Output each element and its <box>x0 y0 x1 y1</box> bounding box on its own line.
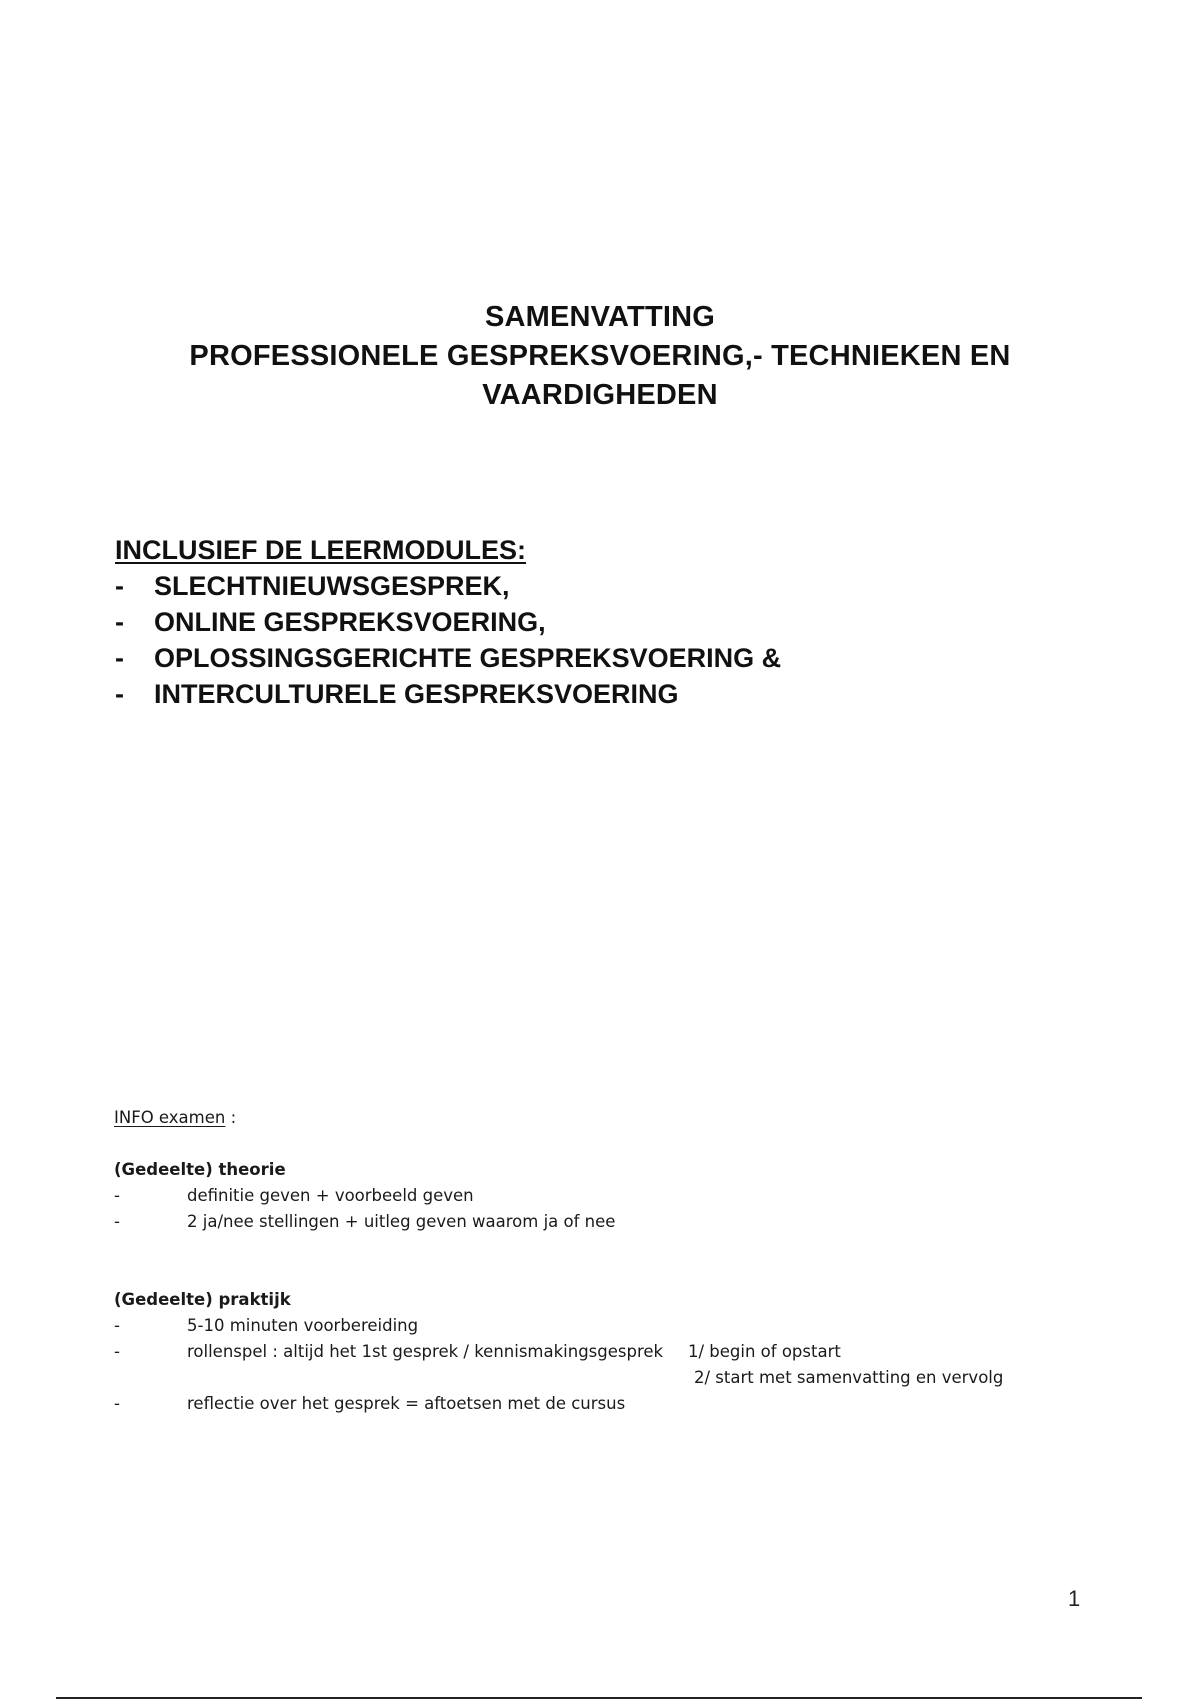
module-label: ONLINE GESPREKSVOERING, <box>154 607 546 637</box>
title-line-1: SAMENVATTING <box>484 301 716 333</box>
bullet-dash: - <box>115 643 124 673</box>
bullet-dash: - <box>115 679 124 709</box>
list-item <box>114 1313 1114 1339</box>
practice-item-text: reflectie over het gesprek = aftoetsen met de cursus <box>187 1394 626 1413</box>
module-item <box>115 568 781 604</box>
bullet-dash: - <box>114 1394 120 1413</box>
spacer <box>114 1235 1114 1287</box>
list-item <box>114 1339 1114 1365</box>
theory-item-text: 2 ja/nee stellingen + uitleg geven waarom ja of nee <box>187 1212 616 1231</box>
exam-info-section <box>114 1105 1114 1417</box>
exam-info-link[interactable]: INFO examen <box>114 1108 226 1127</box>
title-line-2: PROFESSIONELE GESPREKSVOERING,- TECHNIEKEN EN <box>189 340 1011 372</box>
bullet-dash: - <box>114 1186 120 1205</box>
footer-divider <box>56 1697 1142 1699</box>
exam-info-heading-suffix: : <box>225 1108 237 1127</box>
theory-title: (Gedeelte) theorie <box>114 1160 286 1179</box>
practice-item-text: 5-10 minuten voorbereiding <box>187 1316 419 1335</box>
module-item <box>115 640 781 676</box>
module-label: OPLOSSINGSGERICHTE GESPREKSVOERING & <box>154 643 782 673</box>
page-number: 1 <box>1068 1586 1081 1611</box>
modules-heading: INCLUSIEF DE LEERMODULES: <box>115 535 527 565</box>
bullet-dash: - <box>115 607 124 637</box>
document-title <box>0 298 1200 415</box>
list-item <box>114 1183 1114 1209</box>
module-item <box>115 676 781 712</box>
modules-section <box>115 532 781 712</box>
bullet-dash: - <box>114 1212 120 1231</box>
spacer <box>114 1131 1114 1157</box>
bullet-dash: - <box>114 1316 120 1335</box>
exam-info-heading <box>114 1105 1114 1131</box>
title-line-3: VAARDIGHEDEN <box>482 379 718 411</box>
module-label: SLECHTNIEUWSGESPREK, <box>154 571 510 601</box>
practice-item-text: rollenspel : altijd het 1st gesprek / kennismakingsgesprek <box>187 1342 664 1361</box>
practice-title: (Gedeelte) praktijk <box>114 1290 291 1309</box>
side-note-continuation: 2/ start met samenvatting en vervolg <box>694 1368 1004 1387</box>
module-item <box>115 604 781 640</box>
list-item <box>114 1209 1114 1235</box>
bullet-dash: - <box>115 571 124 601</box>
list-item <box>114 1391 1114 1417</box>
theory-item-text: definitie geven + voorbeeld geven <box>187 1186 474 1205</box>
side-note: 1/ begin of opstart <box>688 1342 841 1361</box>
bullet-dash: - <box>114 1342 120 1361</box>
module-label: INTERCULTURELE GESPREKSVOERING <box>154 679 679 709</box>
